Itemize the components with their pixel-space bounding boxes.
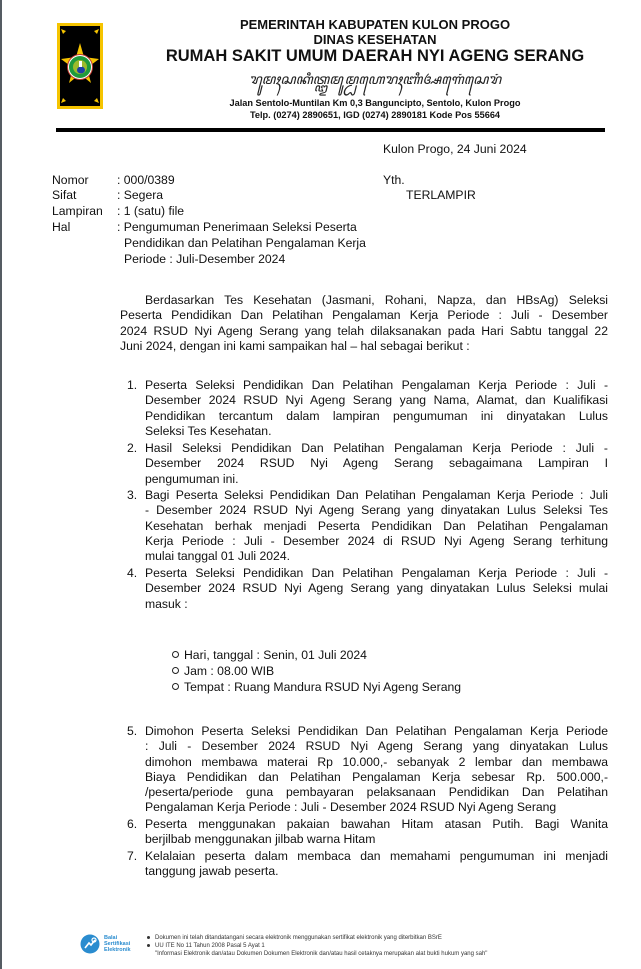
item-number: 5. (127, 724, 138, 738)
item-line: Bagi Peserta Seleksi Pendidikan Dan Pelatihan Pengalaman Kerja Periode : Juli (145, 488, 608, 502)
circle-bullet-icon (172, 683, 179, 690)
list-item-5 (145, 724, 608, 816)
letterhead-government: PEMERINTAH KABUPATEN KULON PROGO (239, 17, 511, 32)
letterhead-address: Jalan Sentolo-Muntilan Km 0,3 Banguncipto, Sentolo, Kulon Progo (229, 98, 521, 108)
footer-text: UU ITE No 11 Tahun 2008 Pasal 5 Ayat 1 (155, 943, 265, 949)
item-line: - Desember 2024 RSUD Nyi Ageng Serang yang dinyatakan Lulus Seleksi Tes (145, 503, 608, 518)
item-line: Kerja Periode : Juli - Desember 2024 di RSUD Nyi Ageng Serang terhitung (145, 533, 608, 548)
item-line: : Juli - Desember 2024 RSUD Nyi Ageng Serang yang dinyatakan Lulus (145, 739, 608, 754)
item-line: pengumuman ini. (145, 471, 239, 486)
letterhead-javanese-script: ꦫꦸꦩꦃꦱꦏꦶꦠ꧀ꦈꦩꦸꦩ꧀ꦝꦲꦺꦫꦃꦚꦶꦄꦒꦺꦁꦱꦺꦫꦁ (248, 72, 502, 88)
recipient-yth: Yth. (383, 173, 405, 187)
item-number: 3. (127, 488, 138, 502)
lampiran-label: Lampiran (52, 204, 103, 218)
kulon-progo-emblem-logo (57, 23, 103, 109)
intro-paragraph (120, 293, 608, 354)
letter-date: Kulon Progo, 24 Juni 2024 (383, 142, 527, 156)
hal-value-line1: : Pengumuman Penerimaan Seleksi Peserta (117, 220, 357, 234)
item-line: Hasil Seleksi Pendidikan Dan Pelatihan Pengalaman Kerja Periode : Juli - (145, 441, 608, 455)
sifat-value: : Segera (117, 188, 164, 202)
item-line: Pengalaman Kerja Periode : Juli - Desember 2024 RSUD Nyi Ageng Serang (145, 800, 557, 815)
item-line: Seleksi Tes Kesehatan. (145, 423, 272, 438)
circle-bullet-icon (172, 651, 179, 658)
hal-value-line3: Periode : Juli-Desember 2024 (124, 252, 286, 266)
footer-note-quote: "Informasi Elektronik dan/atau Dokumen Dokumen Elektronik dan/atau hasil cetaknya merupakan alat bukti hukum yang sah" (155, 951, 488, 957)
item-line: dimohon membawa materai Rp 10.000,- sebanyak 2 lembar dan membawa (145, 754, 608, 769)
item-line: Peserta Seleksi Pendidikan Dan Pelatihan Pengalaman Kerja Periode : Juli - (145, 378, 608, 392)
item-line: /peserta/periode guna pembayaran pelaksanaan Pendidikan Dan Pelatihan (145, 785, 608, 800)
item-line: mulai tanggal 01 Juli 2024. (145, 549, 290, 564)
footer-note-signature (147, 935, 442, 941)
item-line: Peserta menggunakan pakaian bawahan Hitam atasan Putih. Bagi Wanita (145, 817, 608, 831)
footer-text: Dokumen ini telah ditandatangani secara elektronik menggunakan sertifikat elektronik yang diterbitkan BSrE (155, 935, 442, 941)
sifat-label: Sifat (52, 188, 77, 202)
schedule-item-place (172, 679, 461, 695)
circle-bullet-icon (172, 667, 179, 674)
item-line: tanggung jawab peserta. (145, 864, 279, 879)
list-item-2 (145, 441, 608, 487)
list-item-6 (145, 817, 608, 848)
bsre-text-line: Balai (104, 935, 118, 941)
letterhead-phone: Telp. (0274) 2890651, IGD (0274) 2890181 Kode Pos 55664 (249, 110, 501, 120)
item-line: Kelalaian peserta dalam membaca dan memahami pengumuman ini menjadi (145, 849, 608, 863)
schedule-text: Hari, tanggal : Senin, 01 Juli 2024 (184, 648, 367, 662)
item-line: Kesehatan berhak menjadi Peserta Pendidikan Dan Pelatihan Pengalaman (145, 518, 608, 533)
item-line: Biaya Pendidikan dan Pelatihan Pengalaman Kerja sebesar Rp. 500.000,- (145, 769, 608, 784)
bullet-icon (147, 936, 150, 939)
letterhead-department: DINAS KESEHATAN (313, 32, 437, 47)
footer-note-law (147, 943, 265, 949)
item-line: Desember 2024 RSUD Nyi Ageng Serang yang dinyatakan Lulus Seleksi mulai (145, 581, 608, 596)
item-line: Pendidikan tercantum dalam lampiran pengumuman ini dinyatakan Lulus (145, 408, 608, 423)
bsre-logo-icon (80, 934, 100, 954)
item-line: Peserta Seleksi Pendidikan Dan Pelatihan Pengalaman Kerja Periode : Juli - (145, 566, 608, 580)
item-line: Desember 2024 RSUD Nyi Ageng Serang sebagaimana Lampiran I (145, 456, 608, 471)
item-line: masuk : (145, 596, 188, 611)
schedule-item-time (172, 663, 274, 679)
intro-line: Berdasarkan Tes Kesehatan (Jasmani, Rohani, Napza, dan HBsAg) Seleksi (145, 293, 608, 307)
list-item-1 (145, 378, 608, 439)
letterhead-hospital-name: RUMAH SAKIT UMUM DAERAH NYI AGENG SERANG (165, 47, 585, 65)
schedule-text: Tempat : Ruang Mandura RSUD Nyi Ageng Serang (184, 680, 462, 694)
intro-line: 2024 RSUD Nyi Ageng Serang yang telah dilaksanakan pada Hari Sabtu tanggal 22 (120, 323, 608, 338)
hal-label: Hal (52, 220, 71, 234)
nomor-label: Nomor (52, 173, 89, 187)
lampiran-value: : 1 (satu) file (117, 204, 185, 218)
bsre-text-line: Elektronik (104, 947, 131, 953)
intro-line: Peserta Pendidikan Dan Pelatihan Pengalaman Kerja Periode : Juli - Desember (120, 308, 608, 323)
list-item-4 (145, 566, 608, 612)
page-edge-strip (0, 0, 2, 969)
item-number: 2. (127, 441, 138, 455)
schedule-item-date (172, 647, 367, 663)
item-number: 1. (127, 378, 138, 392)
letterhead-divider (56, 128, 605, 132)
hal-value-line2: Pendidikan dan Pelatihan Pengalaman Kerja (124, 236, 366, 250)
bullet-icon (147, 944, 150, 947)
nomor-value: : 000/0389 (117, 173, 175, 187)
item-number: 7. (127, 849, 138, 863)
item-number: 4. (127, 566, 138, 580)
recipient-name: TERLAMPIR (406, 188, 476, 202)
item-line: berjilbab menggunakan jilbab warna Hitam (145, 832, 376, 847)
intro-line: Juni 2024, dengan ini kami sampaikan hal – hal sebagai berikut : (120, 338, 470, 353)
bsre-logo-text (104, 935, 131, 953)
list-item-3 (145, 488, 608, 564)
schedule-text: Jam : 08.00 WIB (184, 664, 275, 678)
bsre-text-line: Sertifikasi (104, 941, 131, 947)
item-line: Dimohon Peserta Seleksi Pendidikan Dan Pelatihan Pengalaman Kerja Periode (145, 724, 608, 738)
list-item-7 (145, 849, 608, 880)
item-line: Desember 2024 RSUD Nyi Ageng Serang yang Nama, Alamat, dan Kualifikasi (145, 393, 608, 408)
item-number: 6. (127, 817, 138, 831)
